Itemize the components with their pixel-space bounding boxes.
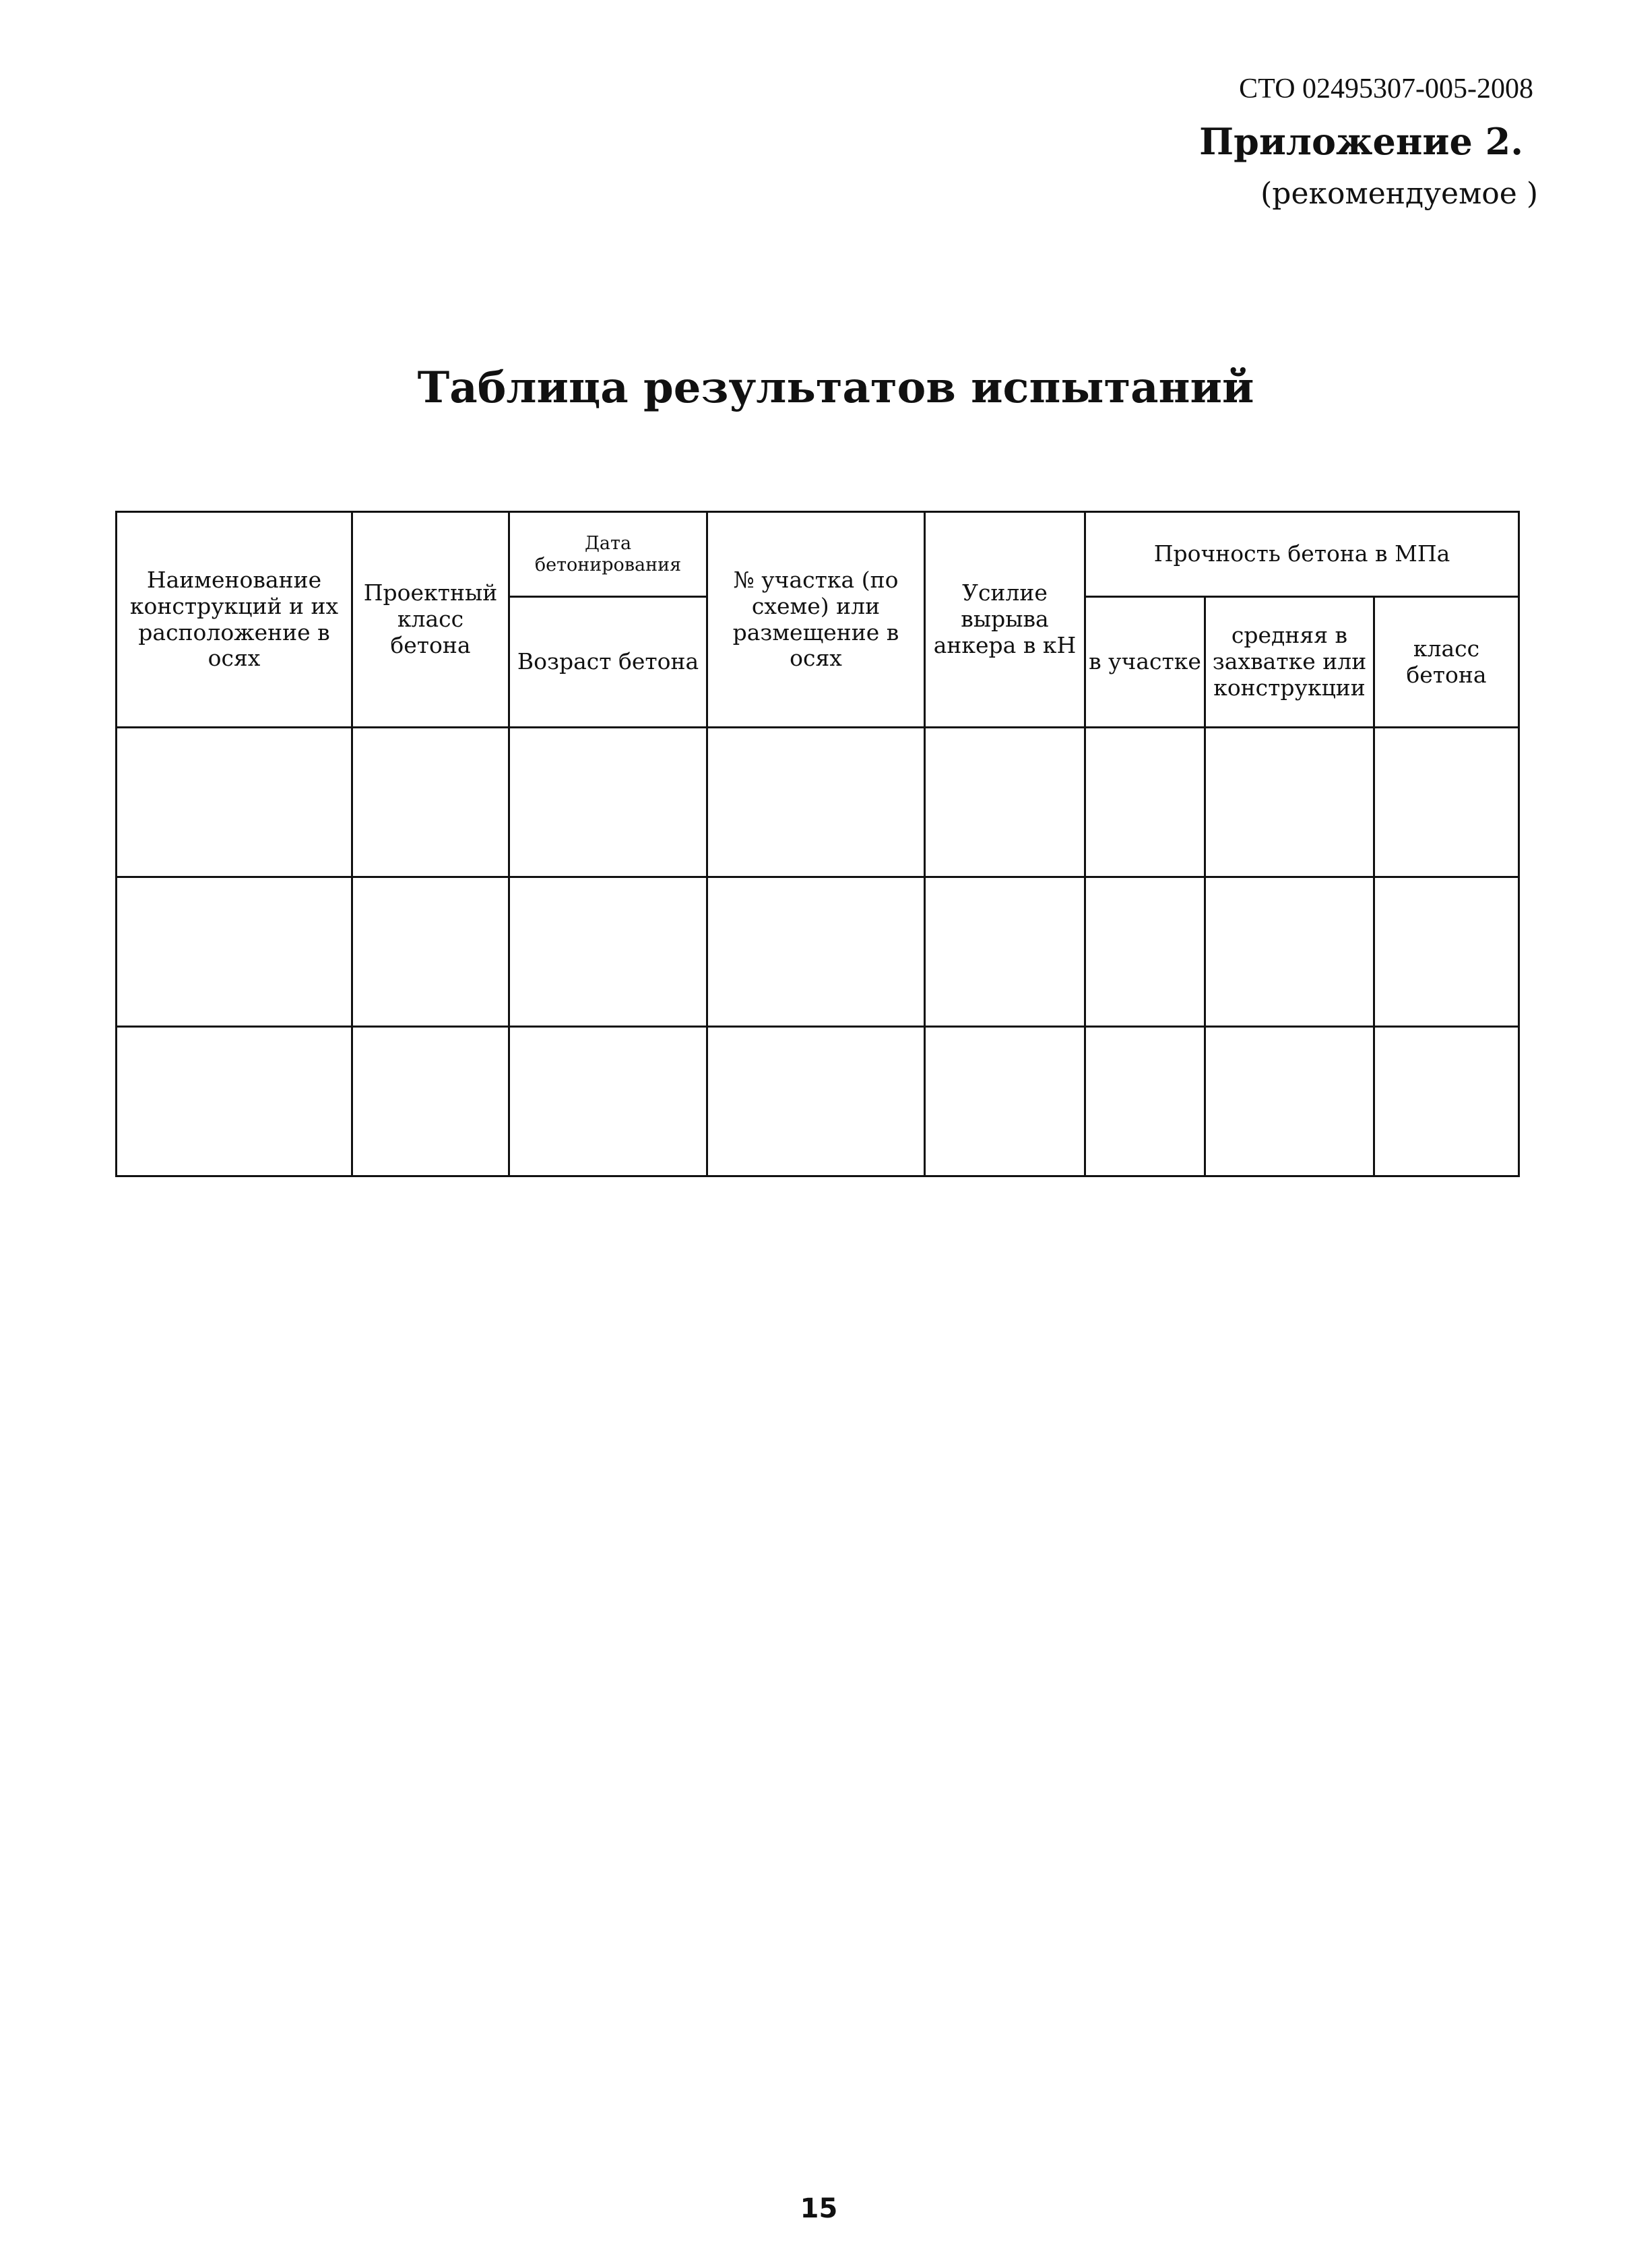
col-header-strength-group: Прочность бетона в МПа — [1085, 512, 1519, 597]
table-cell[interactable] — [1085, 877, 1205, 1027]
table-cell[interactable] — [509, 877, 707, 1027]
table-cell[interactable] — [1374, 728, 1519, 877]
col-header-section-no: № участка (по схеме) или размещение в осях — [707, 512, 925, 728]
table-title: Таблица результатов испытаний — [417, 363, 1254, 413]
table-cell[interactable] — [117, 877, 352, 1027]
table-cell[interactable] — [1085, 728, 1205, 877]
table-cell[interactable] — [352, 728, 509, 877]
table-cell[interactable] — [925, 877, 1085, 1027]
table-cell[interactable] — [1205, 877, 1374, 1027]
table-cell[interactable] — [117, 1027, 352, 1176]
table-cell[interactable] — [707, 877, 925, 1027]
table-row — [117, 728, 1519, 877]
table-cell[interactable] — [1085, 1027, 1205, 1176]
table-cell[interactable] — [1205, 1027, 1374, 1176]
col-header-strength-class: класс бетона — [1374, 597, 1519, 728]
table-cell[interactable] — [117, 728, 352, 877]
table-cell[interactable] — [925, 1027, 1085, 1176]
col-header-strength-average: средняя в захватке или конструкции — [1205, 597, 1374, 728]
col-header-design-class: Проектный класс бетона — [352, 512, 509, 728]
col-header-pullout-force: Усилие вырыва анкера в кН — [925, 512, 1085, 728]
table-cell[interactable] — [925, 728, 1085, 877]
table-cell[interactable] — [707, 1027, 925, 1176]
table-cell[interactable] — [1374, 877, 1519, 1027]
table-cell[interactable] — [509, 1027, 707, 1176]
table-row — [117, 877, 1519, 1027]
table-row — [117, 1027, 1519, 1176]
document-code: СТО 02495307-005-2008 — [1239, 73, 1533, 104]
table-cell[interactable] — [352, 877, 509, 1027]
col-header-strength-in-section: в участке — [1085, 597, 1205, 728]
table-cell[interactable] — [1205, 728, 1374, 877]
results-table — [115, 511, 1520, 1177]
table-cell[interactable] — [1374, 1027, 1519, 1176]
col-header-name: Наименование конструкций и их расположение в осях — [117, 512, 352, 728]
table-cell[interactable] — [707, 728, 925, 877]
appendix-title: Приложение 2. — [1199, 120, 1523, 163]
page-number: 15 — [800, 2193, 838, 2224]
col-header-pour-date: Дата бетонирования — [509, 512, 707, 597]
table-cell[interactable] — [352, 1027, 509, 1176]
col-header-concrete-age: Возраст бетона — [509, 597, 707, 728]
table-cell[interactable] — [509, 728, 707, 877]
header-row-top — [117, 512, 1519, 597]
appendix-note: (рекомендуемое ) — [1260, 177, 1538, 211]
